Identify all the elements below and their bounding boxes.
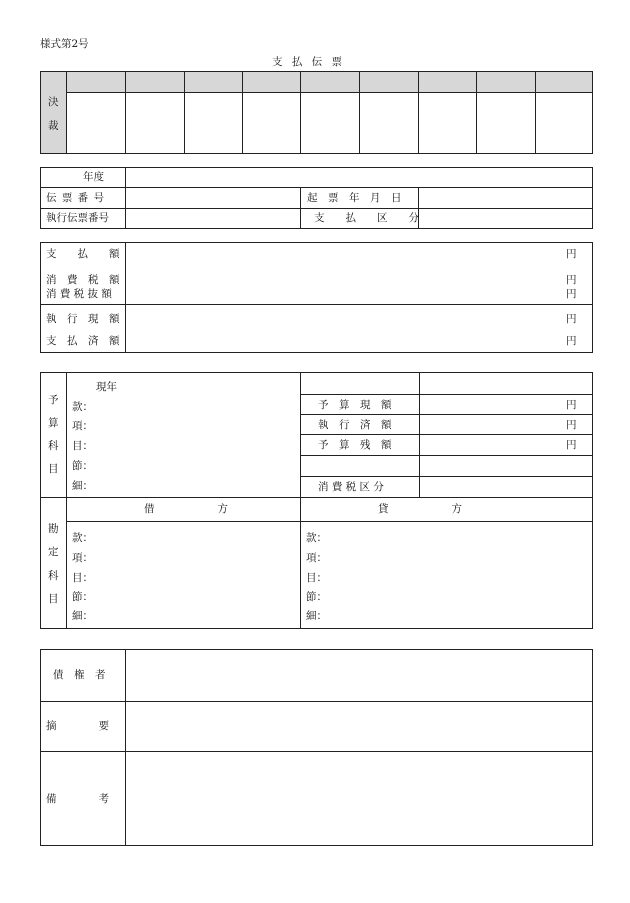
budget-side-label-4: 目 [48, 463, 59, 475]
paid-amount-label: 支 払 済 額 [46, 335, 120, 347]
tax-amount-field[interactable] [127, 272, 563, 286]
tax-category-label: 消 費 税 区 分 [318, 481, 384, 493]
account-side-label-3: 科 [48, 570, 59, 582]
debit-moku-label: 目： [72, 572, 93, 584]
debit-account-field[interactable] [96, 527, 298, 626]
voucher-number-label: 伝 票 番 号 [46, 192, 106, 204]
approval-header-shade [66, 72, 592, 92]
draft-date-label: 起 票 年 月 日 [307, 192, 402, 204]
yen-unit: 円 [566, 335, 577, 347]
account-side-label-2: 定 [48, 546, 59, 558]
stamp-cell-6[interactable] [360, 93, 417, 153]
exec-voucher-number-field[interactable] [126, 209, 299, 228]
budget-remain-field[interactable] [420, 435, 560, 454]
yen-unit: 円 [566, 399, 577, 411]
debit-sai-label: 細： [72, 610, 93, 622]
stamp-cell-2[interactable] [126, 93, 183, 153]
exec-done-label: 執 行 済 額 [318, 419, 392, 431]
budget-setsu-label: 節： [72, 460, 93, 472]
budget-moku-label: 目： [72, 440, 93, 452]
budget-kan-label: 款： [72, 401, 93, 413]
paid-amount-field[interactable] [127, 329, 563, 349]
form-number: 様式第2号 [40, 38, 89, 50]
stamp-cell-7[interactable] [419, 93, 475, 153]
stamp-cell-4[interactable] [243, 93, 299, 153]
summary-label: 摘 要 [46, 720, 109, 732]
budget-current-field[interactable] [420, 395, 560, 413]
approval-label-2: 裁 [48, 120, 59, 132]
creditor-label: 債 権 者 [53, 669, 106, 681]
credit-sai-label: 細： [306, 610, 327, 622]
payment-amount-label: 支 払 額 [46, 248, 120, 260]
remarks-field[interactable] [127, 753, 591, 844]
page-title: 支 払 伝 票 [272, 56, 346, 68]
remarks-label: 備 考 [46, 793, 109, 805]
yen-unit: 円 [566, 439, 577, 451]
tax-excluded-field[interactable] [127, 287, 563, 301]
account-side-label-1: 勘 [48, 523, 59, 535]
exec-current-label: 執 行 現 額 [46, 313, 120, 325]
credit-setsu-label: 節： [306, 591, 327, 603]
budget-side-label-1: 予 [48, 394, 59, 406]
credit-moku-label: 目： [306, 572, 327, 584]
budget-side-label-3: 科 [48, 440, 59, 452]
yen-unit: 円 [566, 288, 577, 300]
credit-kou-label: 項： [306, 552, 327, 564]
approval-side-shade [41, 72, 66, 153]
tax-excluded-label: 消 費 税 抜 額 [46, 288, 112, 300]
stamp-cell-5[interactable] [301, 93, 358, 153]
current-year-label: 現年 [96, 381, 117, 393]
tax-amount-label: 消 費 税 額 [46, 274, 120, 286]
stamp-cell-8[interactable] [477, 93, 534, 153]
credit-header: 貸 方 [378, 503, 462, 515]
credit-account-field[interactable] [330, 527, 590, 626]
budget-side-label-2: 算 [48, 417, 59, 429]
yen-unit: 円 [566, 419, 577, 431]
budget-current-label: 予 算 現 額 [318, 399, 392, 411]
creditor-field[interactable] [127, 651, 591, 700]
tax-category-field[interactable] [420, 477, 592, 496]
budget-subject-field[interactable] [96, 399, 298, 495]
stamp-cell-1[interactable] [67, 93, 124, 153]
payment-type-label: 支 払 区 分 [314, 212, 419, 224]
yen-unit: 円 [566, 313, 577, 325]
fiscal-year-field[interactable] [126, 168, 592, 186]
debit-kan-label: 款： [72, 532, 93, 544]
yen-unit: 円 [566, 274, 577, 286]
draft-date-field[interactable] [419, 188, 592, 207]
credit-kan-label: 款： [306, 532, 327, 544]
account-side-label-4: 目 [48, 593, 59, 605]
debit-setsu-label: 節： [72, 591, 93, 603]
fiscal-year-label: 年度 [83, 171, 104, 183]
payment-amount-field[interactable] [127, 244, 563, 264]
budget-sai-label: 細： [72, 480, 93, 492]
budget-remain-label: 予 算 残 額 [318, 439, 392, 451]
exec-current-field[interactable] [127, 307, 563, 327]
exec-voucher-number-label: 執行伝票番号 [46, 212, 109, 224]
yen-unit: 円 [566, 248, 577, 260]
stamp-cell-9[interactable] [536, 93, 592, 153]
exec-done-field[interactable] [420, 415, 560, 433]
approval-label-1: 決 [48, 96, 59, 108]
stamp-cell-3[interactable] [185, 93, 241, 153]
voucher-number-field[interactable] [126, 188, 299, 207]
summary-field[interactable] [127, 703, 591, 750]
budget-kou-label: 項： [72, 420, 93, 432]
payment-type-field[interactable] [419, 209, 592, 228]
debit-header: 借 方 [144, 503, 228, 515]
debit-kou-label: 項： [72, 552, 93, 564]
